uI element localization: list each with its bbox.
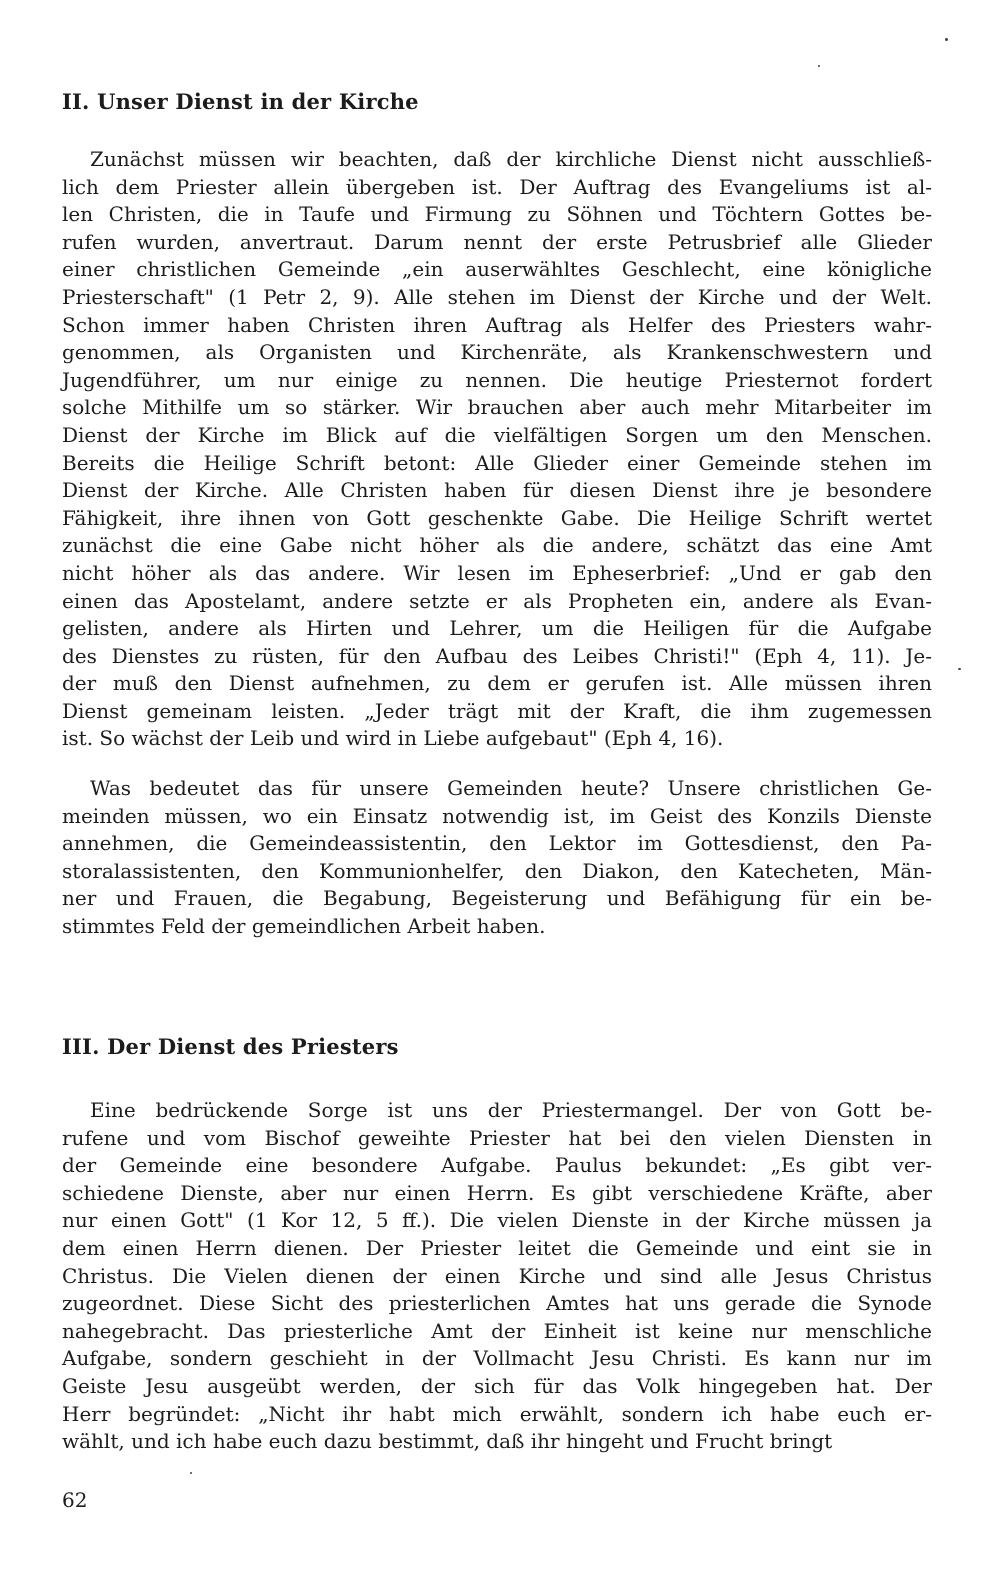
section-2-paragraph-1 (62, 146, 932, 753)
text-line: der muß den Dienst aufnehmen, zu dem er gerufen ist. Alle müssen ihren (62, 671, 932, 696)
text-line: nur einen Gott" (1 Kor 12, 5 ff.). Die vielen Dienste in der Kirche müssen ja (62, 1208, 932, 1233)
text-line: Fähigkeit, ihre ihnen von Gott geschenkte Gabe. Die Heilige Schrift wertet (62, 505, 932, 530)
text-line: Herr begründet: „Nicht ihr habt mich erwählt, sondern ich habe euch er- (62, 1401, 932, 1426)
text-line: Eine bedrückende Sorge ist uns der Priestermangel. Der von Gott be- (90, 1098, 932, 1122)
text-line: gelisten, andere als Hirten und Lehrer, um die Heiligen für die Aufgabe (62, 616, 932, 641)
section-heading-3: III. Der Dienst des Priesters (62, 1034, 399, 1059)
text-line: einer christlichen Gemeinde „ein auserwähltes Geschlecht, eine königliche (62, 257, 932, 282)
scan-speck (945, 38, 948, 41)
text-line: einen das Apostelamt, andere setzte er als Propheten ein, andere als Evan- (62, 588, 932, 613)
text-line: wählt, und ich habe euch dazu bestimmt, daß ihr hingeht und Frucht bringt (62, 1429, 833, 1454)
text-line: Geiste Jesu ausgeübt werden, der sich für das Volk hingegeben hat. Der (62, 1373, 932, 1398)
scan-speck (190, 1472, 192, 1474)
text-line: rufene und vom Bischof geweihte Priester hat bei den vielen Diensten in (62, 1125, 932, 1150)
text-line: Jugendführer, um nur einige zu nennen. Die heutige Priesternot fordert (62, 367, 932, 392)
text-line: storalassistenten, den Kommunionhelfer, den Diakon, den Katecheten, Män- (62, 858, 932, 883)
text-line: Aufgabe, sondern geschieht in der Vollmacht Jesu Christi. Es kann nur im (62, 1346, 932, 1371)
text-line: Dienst gemeinam leisten. „Jeder trägt mit der Kraft, die ihm zugemessen (62, 698, 932, 723)
section-2-paragraph-2 (62, 775, 932, 941)
text-line: Priesterschaft" (1 Petr 2, 9). Alle stehen im Dienst der Kirche und der Welt. (62, 284, 932, 309)
text-line: rufen wurden, anvertraut. Darum nennt der erste Petrusbrief alle Glieder (62, 229, 932, 254)
text-line: nahegebracht. Das priesterliche Amt der Einheit ist keine nur menschliche (62, 1318, 932, 1343)
text-line: Was bedeutet das für unsere Gemeinden heute? Unsere christlichen Ge- (90, 776, 932, 800)
text-line: des Dienstes zu rüsten, für den Aufbau des Leibes Christi!" (Eph 4, 11). Je- (62, 643, 932, 668)
text-line: schiedene Dienste, aber nur einen Herrn. Es gibt verschiedene Kräfte, aber (62, 1180, 932, 1205)
text-line: zugeordnet. Diese Sicht des priesterlichen Amtes hat uns gerade die Synode (62, 1291, 932, 1316)
text-line: genommen, als Organisten und Kirchenräte, als Krankenschwestern und (62, 340, 932, 365)
section-heading-2: II. Unser Dienst in der Kirche (62, 89, 419, 114)
section-3-paragraph-1 (62, 1097, 932, 1456)
text-line: der Gemeinde eine besondere Aufgabe. Paulus bekundet: „Es gibt ver- (62, 1153, 932, 1178)
page-number: 62 (62, 1488, 88, 1512)
scan-speck (958, 668, 961, 670)
text-line: ist. So wächst der Leib und wird in Liebe aufgebaut" (Eph 4, 16). (62, 726, 724, 751)
text-line: annehmen, die Gemeindeassistentin, den Lektor im Gottesdienst, den Pa- (62, 831, 932, 856)
text-line: Dienst der Kirche im Blick auf die vielfältigen Sorgen um den Menschen. (62, 422, 932, 447)
scan-speck (818, 65, 820, 67)
text-line: Dienst der Kirche. Alle Christen haben für diesen Dienst ihre je besondere (62, 478, 932, 503)
text-line: Bereits die Heilige Schrift betont: Alle Glieder einer Gemeinde stehen im (62, 450, 932, 475)
text-line: lich dem Priester allein übergeben ist. Der Auftrag des Evangeliums ist al- (62, 174, 932, 199)
text-line: dem einen Herrn dienen. Der Priester leitet die Gemeinde und eint sie in (62, 1235, 932, 1260)
text-line: Christus. Die Vielen dienen der einen Kirche und sind alle Jesus Christus (62, 1263, 932, 1288)
text-line: ner und Frauen, die Begabung, Begeisterung und Befähigung für ein be- (62, 886, 932, 911)
text-line: meinden müssen, wo ein Einsatz notwendig ist, im Geist des Konzils Dienste (62, 803, 932, 828)
text-line: stimmtes Feld der gemeindlichen Arbeit haben. (62, 913, 546, 938)
text-line: nicht höher als das andere. Wir lesen im Epheserbrief: „Und er gab den (62, 560, 932, 585)
text-line: zunächst die eine Gabe nicht höher als die andere, schätzt das eine Amt (62, 533, 932, 558)
text-line: solche Mithilfe um so stärker. Wir brauchen aber auch mehr Mitarbeiter im (62, 395, 932, 420)
text-line: len Christen, die in Taufe und Firmung zu Söhnen und Töchtern Gottes be- (62, 202, 932, 227)
text-line: Schon immer haben Christen ihren Auftrag als Helfer des Priesters wahr- (62, 312, 932, 337)
text-line: Zunächst müssen wir beachten, daß der kirchliche Dienst nicht ausschließ- (90, 147, 932, 171)
